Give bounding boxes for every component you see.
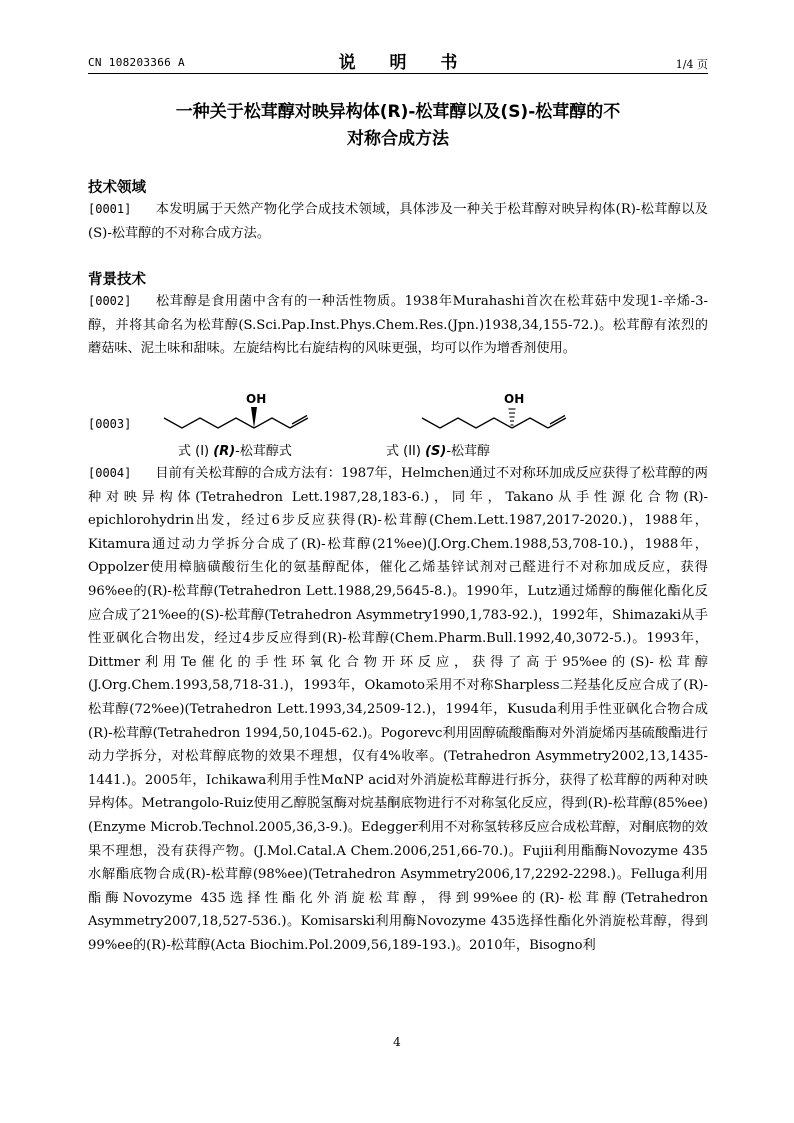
r-matsutakeol-structure [158,385,328,437]
paragraph-number: [0001] [88,202,132,216]
title-line-1: 一种关于松茸醇对映异构体(R)-松茸醇以及(S)-松茸醇的不 [175,102,621,122]
oh-label: OH [246,392,267,406]
document-title [88,99,708,153]
wedge-bond [251,407,257,428]
paragraph-number: [0004] [88,466,132,480]
paragraph-text: 本发明属于天然产物化学合成技术领域，具体涉及一种关于松茸醇对映异构体(R)-松茸醇以及(S)-松茸醇的不对称合成方法。 [88,202,708,241]
paragraph-number: [0003] [88,417,132,431]
section-heading-background: 背景技术 [88,272,146,288]
paragraph-0001 [88,198,708,245]
page-header [88,50,708,74]
paragraph-text: 松茸醇是食用菌中含有的一种活性物质。1938年Murahashi首次在松茸菇中发现1-辛烯-3-醇，并将其命名为松茸醇(S.Sci.Pap.Inst.Phys.Chem.Res.(Jpn.)1938,34,155-72.)。松茸醇有浓烈的蘑菇味、泥土味和甜味。左旋结构比右旋结构的风味更强，均可以作为增香剂使用。 [88,294,708,357]
paragraph-0002 [88,290,708,361]
paragraph-0003-structures [88,385,708,465]
s-matsutakeol-structure [416,385,586,437]
page-number: 4 [393,1035,401,1049]
section-heading-tech-field: 技术领域 [88,180,146,196]
paragraph-text: 目前有关松茸醇的合成方法有：1987年，Helmchen通过不对称环加成反应获得了松茸醇的两种对映异构体(Tetrahedron Lett.1987,28,183-6.)，同年，Takano从手性源化合物(R)-epichlorohydrin出发，经过6步反应获得(R)-松茸醇(Chem.Lett.1987,2017-2020.)，1988年，Kitamura通过动力学拆分合成了(R)-松茸醇(21%ee)(J.Org.Chem.1988,53,708-10.)，1988年，Oppolzer使用樟脑磺酸衍生化的氨基醇配体，催化乙烯基锌试剂对己醛进行不对称加成反应，获得96%ee的(R)-松茸醇(Tetrahedron Lett.1988,29,5645-8.)。1990年，Lutz通过烯醇的酶催化酯化反应合成了21%ee的(S)-松茸醇(Tetrahedron Asymmetry1990,1,783-92.)，1992年，Shimazaki从手性亚砜化合物出发，经过4步反应得到(R)-松茸醇(Chem.Pharm.Bull.1992,40,3072-5.)。1993年，Dittmer利用Te催化的手性环氧化合物开环反应，获得了高于95%ee的(S)-松茸醇(J.Org.Chem.1993,58,718-31.)，1993年，Okamoto采用不对称Sharpless二羟基化反应合成了(R)-松茸醇(72%ee)(Tetrahedron Lett.1993,34,2509-12.)，1994年，Kusuda利用手性亚砜化合物合成(R)-松茸醇(Tetrahedron 1994,50,1045-62.)。Pogorevc利用固醇硫酸酯酶对外消旋烯丙基硫酸酯进行动力学拆分，对松茸醇底物的效果不理想，仅有4%收率。(Tetrahedron Asymmetry2002,13,1435-1441.)。2005年，Ichikawa利用手性MαNP acid对外消旋松茸醇进行拆分，获得了松茸醇的两种对映异构体。Metrangolo-Ruiz使用乙醇脱氢酶对烷基酮底物进行不对称氢化反应，得到(R)-松茸醇(85%ee)(Enzyme Microb.Technol.2005,36,3-9.)。Edegger利用不对称氢转移反应合成松茸醇，对酮底物的效果不理想，没有获得产物。(J.Mol.Catal.A Chem.2006,251,66-70.)。Fujii利用酯酶Novozyme 435水解酯底物合成(R)-松茸醇(98%ee)(Tetrahedron Asymmetry2006,17,2292-2298.)。Felluga利用酯酶Novozyme 435选择性酯化外消旋松茸醇，得到99%ee的(R)-松茸醇(Tetrahedron Asymmetry2007,18,527-536.)。Komisarski利用酶Novozyme 435选择性酯化外消旋松茸醇，得到99%ee的(R)-松茸醇(Acta Biochim.Pol.2009,56,189-193.)。2010年，Bisogno利 [88,466,708,953]
formula-2-caption: 式 (II) (S)-松茸醇 [386,444,491,459]
title-line-2: 对称合成方法 [347,129,449,149]
paragraph-0004 [88,462,708,957]
patent-number: CN 108203366 A [88,56,185,69]
hash-bond [509,409,516,425]
oh-label: OH [504,392,525,406]
document-type: 说 明 书 [338,53,472,73]
page-counter: 1/4 页 [675,58,708,71]
formula-1-caption: 式 (I) (R)-松茸醇式 [178,444,292,459]
header-rule [88,73,708,74]
paragraph-number: [0002] [88,294,132,308]
